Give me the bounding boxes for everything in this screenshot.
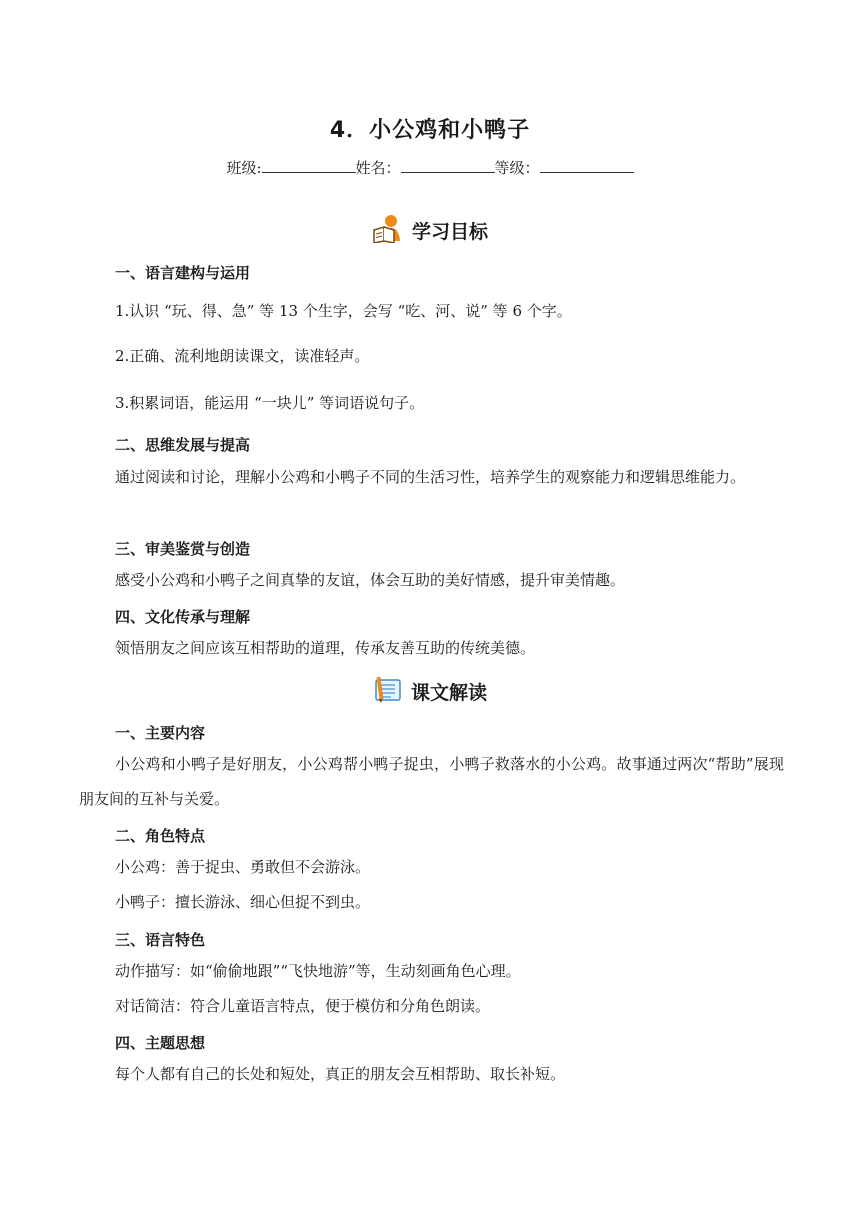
notebook-pencil-icon [373, 674, 403, 708]
name-label: 姓名： [355, 159, 401, 177]
rooster-traits: 小公鸡：善于捉虫、勇敢但不会游泳。 [115, 858, 371, 876]
name-blank [401, 158, 495, 173]
student-info-line [0, 157, 860, 178]
grade-blank [540, 158, 634, 173]
goal-heading-4: 四、文化传承与理解 [115, 608, 251, 626]
theme-paragraph: 每个人都有自己的长处和短处，真正的朋友会互相帮助、取长补短。 [115, 1065, 566, 1083]
reading-heading-4: 四、主题思想 [115, 1034, 206, 1052]
goal-heading-1: 一、语言建构与运用 [115, 264, 251, 282]
class-blank [262, 158, 356, 173]
goal-item-3: 3.积累词语，能运用 “一块儿” 等词语说句子。 [115, 394, 425, 412]
section-heading-reading [0, 674, 860, 706]
goal-heading-2: 二、思维发展与提高 [115, 436, 251, 454]
reading-heading-3: 三、语言特色 [115, 931, 206, 949]
grade-label: 等级： [494, 159, 540, 177]
page-title: 4．小公鸡和小鸭子 [329, 118, 531, 143]
class-label: 班级: [226, 159, 262, 177]
goal-item-2: 2.正确、流利地朗读课文，读准轻声。 [115, 347, 370, 365]
goal-paragraph-4: 领悟朋友之间应该互相帮助的道理，传承友善互助的传统美德。 [115, 639, 536, 657]
reading-paragraph-1: 小公鸡和小鸭子是好朋友，小公鸡帮小鸭子捉虫，小鸭子救落水的小公鸡。故事通过两次“帮助”展现朋友间的互补与关爱。 [79, 755, 784, 808]
goal-heading-3: 三、审美鉴赏与创造 [115, 540, 251, 558]
reading-heading-2: 二、角色特点 [115, 827, 206, 845]
goal-paragraph-2: 通过阅读和讨论，理解小公鸡和小鸭子不同的生活习性，培养学生的观察能力和逻辑思维能力。 [115, 468, 746, 486]
goal-paragraph-3: 感受小公鸡和小鸭子之间真挚的友谊，体会互助的美好情感，提升审美情趣。 [115, 571, 626, 589]
teacher-book-icon [372, 213, 404, 247]
section-heading-label: 学习目标 [411, 220, 488, 243]
reading-heading-1: 一、主要内容 [115, 724, 206, 742]
duckling-traits: 小鸭子：擅长游泳、细心但捉不到虫。 [115, 893, 371, 911]
section-heading-goals [0, 213, 860, 245]
dialogue-description: 对话简洁：符合儿童语言特点，便于模仿和分角色朗读。 [115, 997, 491, 1015]
goal-item-1: 1.认识 “玩、得、急” 等 13 个生字，会写 “吃、河、说” 等 6 个字。 [115, 302, 572, 320]
action-description: 动作描写：如“偷偷地跟”“飞快地游”等，生动刻画角色心理。 [115, 962, 521, 980]
section-heading-label: 课文解读 [410, 681, 487, 704]
